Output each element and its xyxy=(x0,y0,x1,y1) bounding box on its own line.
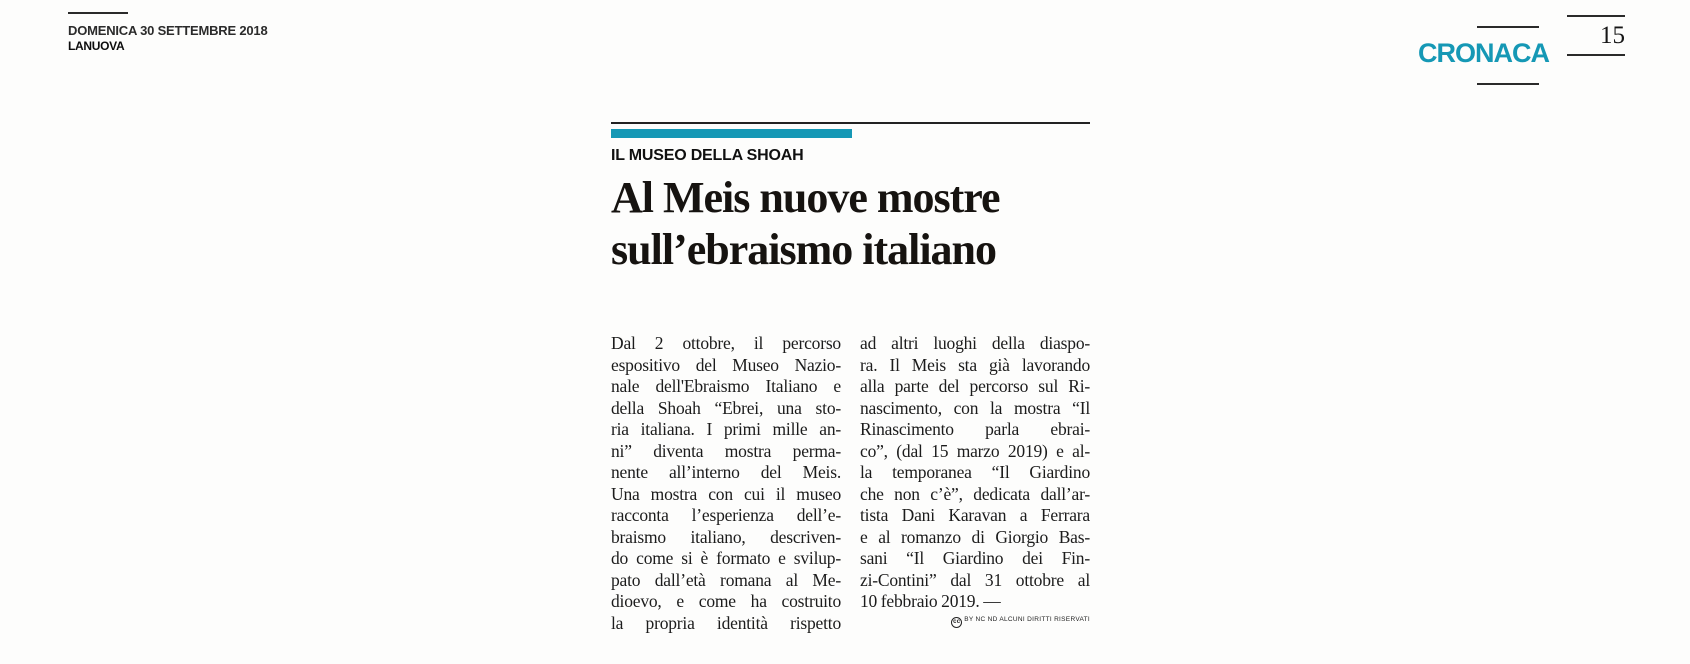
headline-line-2: sull’ebraismo italiano xyxy=(611,225,997,274)
body-text-line: do come si è formato e svilup- xyxy=(611,548,841,568)
body-text-line: sani “Il Giardino dei Fin- xyxy=(860,548,1090,568)
body-text-line: racconta l’esperienza dell’e- xyxy=(611,505,841,525)
headline-line-1: Al Meis nuove mostre xyxy=(611,173,1000,222)
body-text-line: co”, (dal 15 marzo 2019) e al- xyxy=(860,440,1090,461)
masthead-block xyxy=(68,12,328,54)
folio-underline xyxy=(1567,54,1625,56)
body-text-line: braismo italiano, descriven- xyxy=(611,526,841,547)
section-underline xyxy=(1477,83,1539,85)
body-text-line: nale dell'Ebraismo Italiano e xyxy=(611,376,841,396)
section-label: CRONACA xyxy=(1418,38,1549,68)
newspaper-name: LANUOVA xyxy=(68,39,125,53)
body-column-2-lines xyxy=(860,333,1090,613)
section-overline xyxy=(1477,26,1539,28)
body-text-line: tista Dani Karavan a Ferrara xyxy=(860,505,1090,525)
body-text-line: la temporanea “Il Giardino xyxy=(860,462,1090,482)
body-text-line: Una mostra con cui il museo xyxy=(611,483,841,504)
page-number: 15 xyxy=(1600,22,1625,49)
body-text-line: zi-Contini” dal 31 ottobre al xyxy=(860,569,1090,590)
body-text-line: ni” diventa mostra perma- xyxy=(611,440,841,461)
body-text-line: ria italiana. I primi mille an- xyxy=(611,419,841,439)
body-text-line: ad altri luoghi della diaspo- xyxy=(860,333,1090,353)
body-text-line: nascimento, con la mostra “Il xyxy=(860,397,1090,418)
accent-bar xyxy=(611,129,852,138)
article-headline xyxy=(611,172,1090,276)
body-text-line: alla parte del percorso sul Ri- xyxy=(860,376,1090,396)
article-body xyxy=(611,333,1090,634)
copyright-line xyxy=(860,616,1090,628)
body-text-line: la propria identità rispetto xyxy=(611,612,841,633)
body-text-line: dioevo, e come ha costruito xyxy=(611,591,841,611)
body-text-line: della Shoah “Ebrei, una sto- xyxy=(611,397,841,418)
body-text-line: ra. Il Meis sta già lavorando xyxy=(860,354,1090,375)
body-column-1 xyxy=(611,333,841,634)
body-text-line: pato dall’età romana al Me- xyxy=(611,569,841,590)
section-block xyxy=(1418,15,1549,90)
cc-icon: cc xyxy=(951,617,962,628)
article-kicker: IL MUSEO DELLA SHOAH xyxy=(611,147,804,164)
body-text-line: Rinascimento parla ebrai- xyxy=(860,419,1090,439)
body-text-line: che non c’è”, dedicata dall’ar- xyxy=(860,483,1090,504)
body-text-line: e al romanzo di Giorgio Bas- xyxy=(860,526,1090,547)
edition-date: DOMENICA 30 SETTEMBRE 2018 xyxy=(68,23,268,38)
masthead-rule xyxy=(68,12,128,14)
folio-overline xyxy=(1567,15,1625,17)
article-top-rule xyxy=(611,122,1090,124)
folio-block xyxy=(1567,15,1627,56)
body-column-2 xyxy=(860,333,1090,634)
copyright-text: BY NC ND ALCUNI DIRITTI RISERVATI xyxy=(964,615,1090,623)
body-text-line: nente all’interno del Meis. xyxy=(611,462,841,482)
body-text-line: espositivo del Museo Nazio- xyxy=(611,354,841,375)
body-text-line: 10 febbraio 2019. — xyxy=(860,591,1001,611)
body-text-line: Dal 2 ottobre, il percorso xyxy=(611,333,841,353)
body-column-1-lines xyxy=(611,333,841,634)
